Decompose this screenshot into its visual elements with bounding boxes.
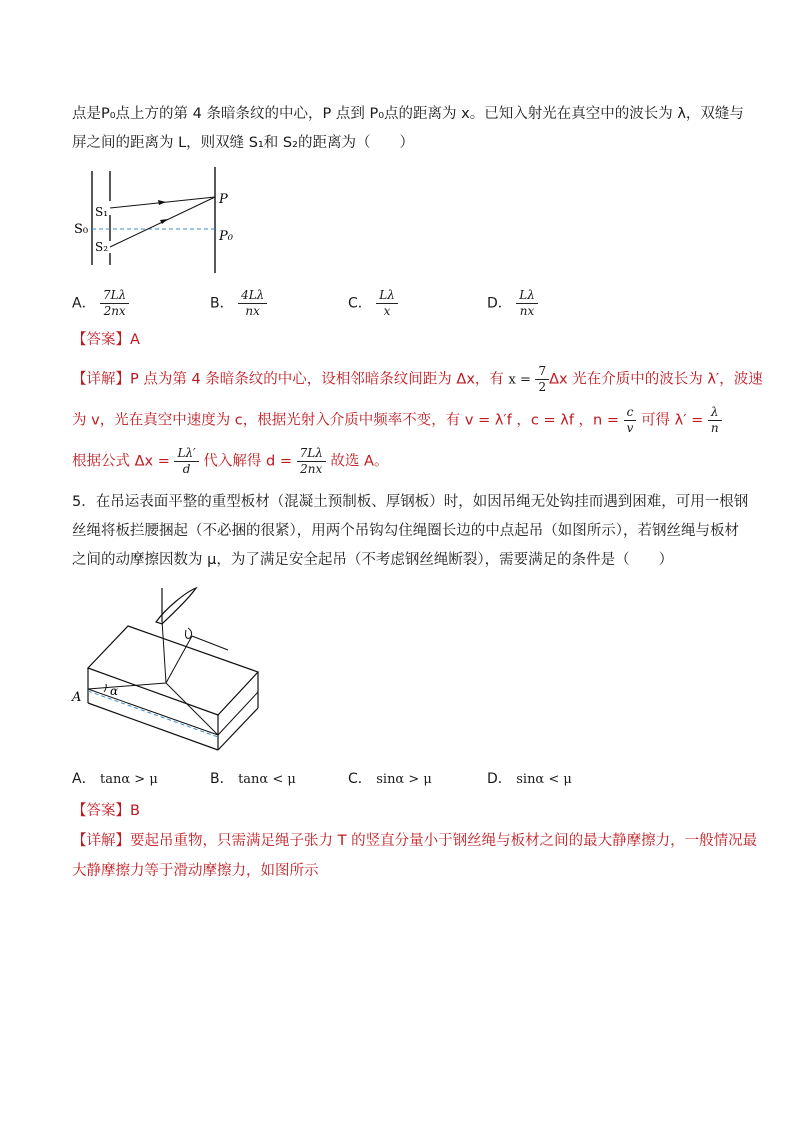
q5-stem-line3: 之间的动摩擦因数为 μ，为了满足安全起吊（不考虑钢丝绳断裂），需要满足的条件是（ ）	[72, 552, 674, 568]
q4-stem-line2: 屏之间的距离为 L，则双缝 S₁和 S₂的距离为（ ）	[72, 135, 414, 151]
q5-stem-line1: 5．在吊运表面平整的重型板材（混凝土预制板、厚钢板）时，如因吊绳无处钩挂而遇到困难，可用一根钢	[72, 494, 749, 510]
label-s0: S₀	[74, 222, 89, 237]
slab-lifting-figure	[70, 578, 270, 753]
double-slit-figure	[70, 165, 250, 277]
q5-answer: 【答案】B	[72, 803, 140, 819]
q5-detail-line2: 大静摩擦力等于滑动摩擦力，如图所示	[72, 863, 319, 879]
q5-option-a[interactable]: A． tanα > μ	[72, 771, 158, 787]
q5-option-d[interactable]: D． sinα < μ	[487, 771, 572, 787]
q4-option-a[interactable]: A． $\frac{7L\lambda}{2nx}$	[72, 288, 129, 319]
label-a: A	[72, 690, 82, 705]
q4-answer: 【答案】A	[72, 332, 140, 348]
q5-detail-line1: 【详解】要起吊重物，只需满足绳子张力 T 的竖直分量小于钢丝绳与板材之间的最大静摩擦力，一般情况最	[72, 833, 758, 849]
q4-detail-line2: 为 v，光在真空中速度为 c，根据光射入介质中频率不变，有 v = λ′f ，c = λf ，n = $\frac{c}{v}$ 可得 λ′ = $\frac{\lambda}{n}$	[72, 405, 722, 436]
label-s1: S₁	[95, 205, 109, 219]
q5-stem-line2: 丝绳将板拦腰捆起（不必捆的很紧），用两个吊钩勾住绳圈长边的中点起吊（如图所示），若钢丝绳与板材	[72, 523, 739, 539]
label-alpha: α	[110, 684, 119, 698]
label-p0: P₀	[219, 229, 233, 244]
label-s2: S₂	[95, 240, 109, 254]
q5-option-c[interactable]: C． sinα > μ	[348, 771, 432, 787]
q4-stem-line1: 点是P₀点上方的第 4 条暗条纹的中心，P 点到 P₀点的距离为 x。已知入射光在真空中的波长为 λ，双缝与	[72, 106, 744, 122]
q5-option-b[interactable]: B． tanα < μ	[210, 771, 296, 787]
q4-option-b[interactable]: B． $\frac{4L\lambda}{nx}$	[210, 288, 267, 319]
label-p: P	[219, 192, 228, 207]
q4-detail-line3: 根据公式 Δx = $\frac{L\lambda'}{d}$ 代入解得 d = $\frac{7L\lambda}{2nx}$ 故选 A。	[72, 446, 389, 476]
q4-detail-line1: 【详解】P 点为第 4 条暗条纹的中心，设相邻暗条纹间距为 Δx，有 x = $\frac{7}{2}$ Δx 光在介质中的波长为 λ′，波速	[72, 364, 763, 394]
q4-option-c[interactable]: C． $\frac{L\lambda}{x}$	[348, 288, 398, 319]
q4-option-d[interactable]: D． $\frac{L\lambda}{nx}$	[487, 288, 538, 319]
